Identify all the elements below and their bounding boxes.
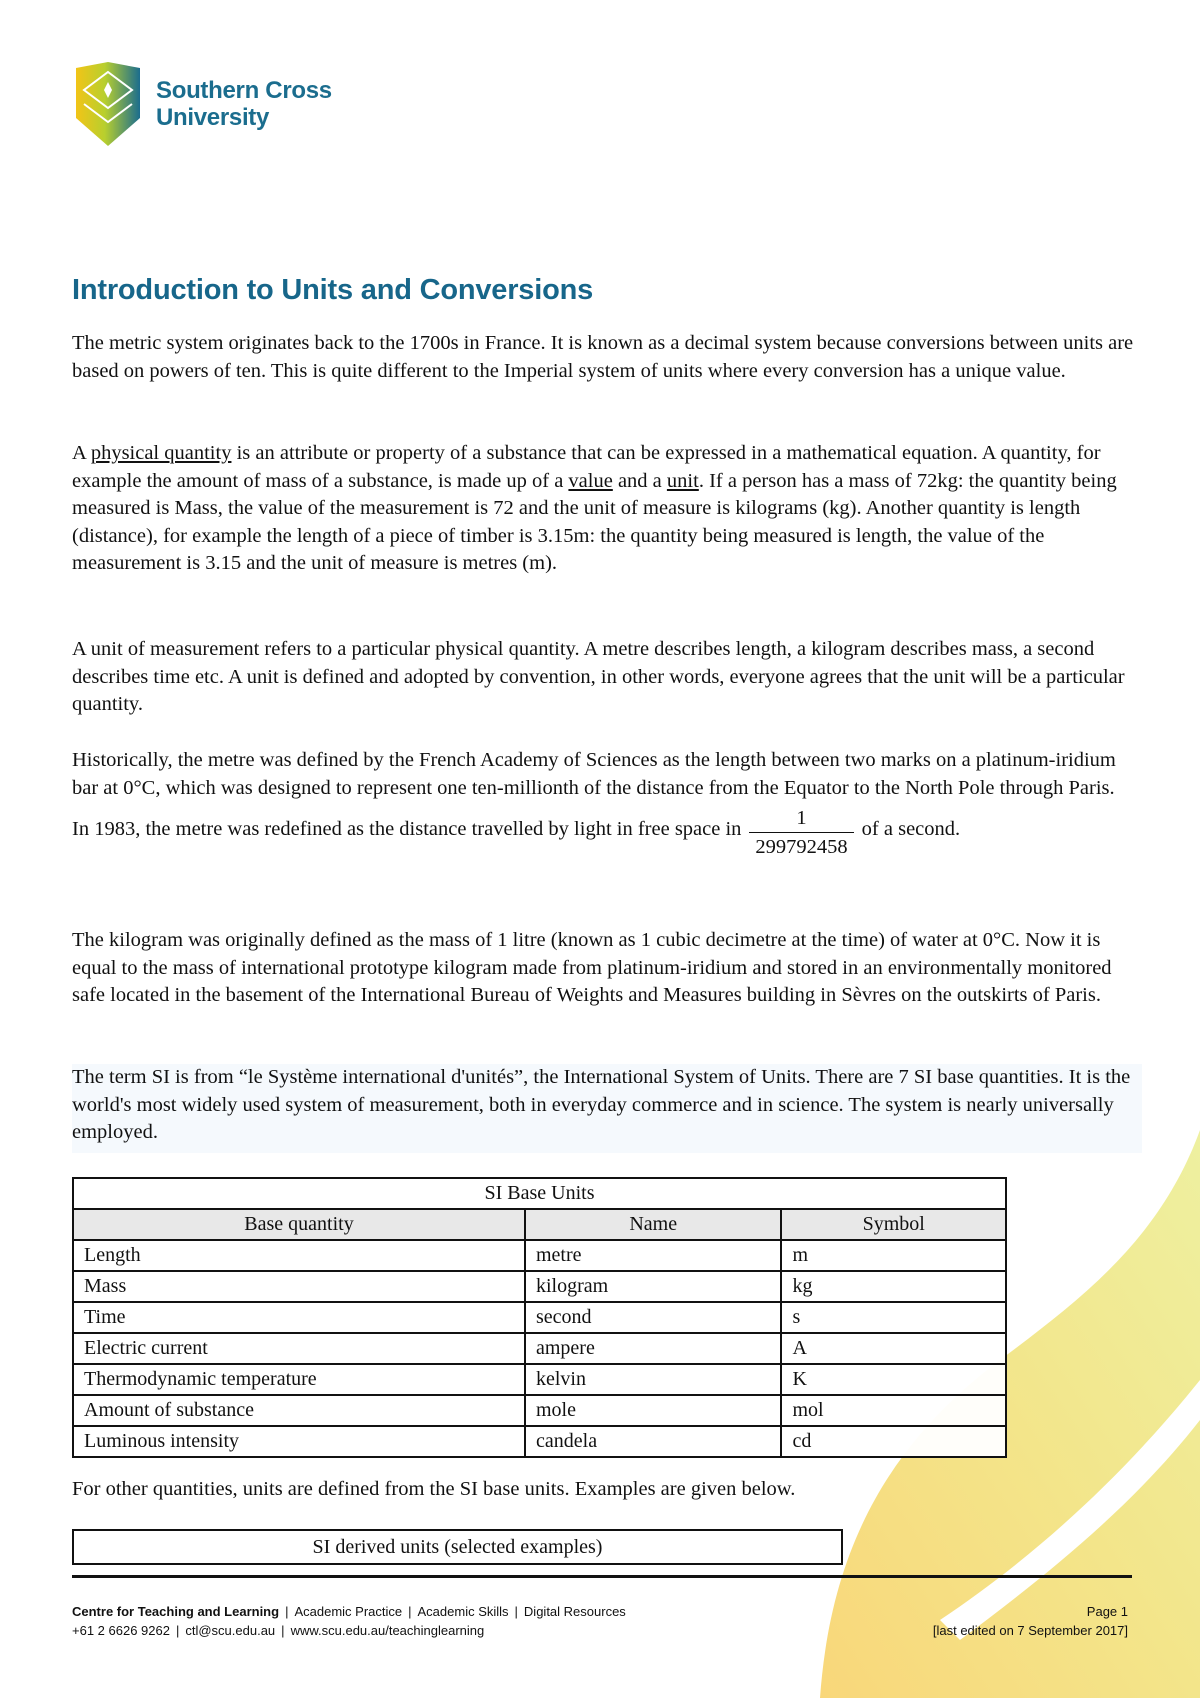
table-row — [73, 1395, 1006, 1426]
table-row — [73, 1364, 1006, 1395]
cell-quantity: Electric current — [73, 1333, 525, 1364]
footer-email-link[interactable]: ctl@scu.edu.au — [185, 1623, 276, 1638]
footer-phone: +61 2 6626 9262 — [72, 1623, 170, 1638]
cell-symbol: A — [781, 1333, 1006, 1364]
cell-symbol: s — [781, 1302, 1006, 1333]
cell-symbol: m — [781, 1240, 1006, 1271]
footer-link-academic-practice[interactable]: Academic Practice — [294, 1604, 403, 1619]
footer-divider — [72, 1575, 1132, 1578]
si-derived-units-table-caption: SI derived units (selected examples) — [72, 1529, 843, 1565]
column-header-symbol: Symbol — [781, 1209, 1006, 1240]
term-physical-quantity: physical quantity — [90, 442, 232, 464]
cell-quantity: Luminous intensity — [73, 1426, 525, 1457]
term-value: value — [568, 469, 613, 492]
footer-page-info — [933, 1602, 1128, 1640]
cell-quantity: Time — [73, 1302, 525, 1333]
table-row — [73, 1302, 1006, 1333]
table-row — [73, 1426, 1006, 1457]
university-logo — [72, 60, 332, 148]
cell-name: kilogram — [525, 1271, 781, 1302]
footer-website-link[interactable]: www.scu.edu.au/teachinglearning — [290, 1623, 485, 1638]
table-row — [73, 1271, 1006, 1302]
table-header-row — [73, 1209, 1006, 1240]
table-caption: SI Base Units — [73, 1178, 1006, 1209]
table-row — [73, 1333, 1006, 1364]
footer-org: Centre for Teaching and Learning — [72, 1604, 280, 1619]
cell-quantity: Thermodynamic temperature — [73, 1364, 525, 1395]
cell-name: metre — [525, 1240, 781, 1271]
cell-symbol: mol — [781, 1395, 1006, 1426]
fraction-speed-of-light: $\frac{1}{299792458}$ — [749, 804, 853, 861]
cell-quantity: Amount of substance — [73, 1395, 525, 1426]
footer-link-digital-resources[interactable]: Digital Resources — [523, 1604, 626, 1619]
page-number: Page 1 — [1086, 1604, 1128, 1619]
cell-name: mole — [525, 1395, 781, 1426]
cell-symbol: kg — [781, 1271, 1006, 1302]
column-header-base-quantity: Base quantity — [73, 1209, 525, 1240]
paragraph-unit-of-measurement: A unit of measurement refers to a particular physical quantity. A metre describes length, a kilogram describes mass, a second describes time etc. A unit is defined and adopted by convention, in other words, everyone agrees that the unit will be a particular quantity. — [72, 638, 1125, 715]
cell-name: ampere — [525, 1333, 781, 1364]
paragraph-kilogram-definition: The kilogram was originally defined as the mass of 1 litre (known as 1 cubic decimetre at the time) of water at 0°C. Now it is equal to the mass of international prototype kilogram made from platinum-iridium and stored in an environmentally monitored safe located in the basement of the International Bureau of Weights and Measures building in Sèvres on the outskirts of Paris. — [72, 929, 1112, 1006]
table-caption-row — [73, 1178, 1006, 1209]
last-edited-date: [last edited on 7 September 2017] — [932, 1623, 1128, 1638]
cell-name: second — [525, 1302, 781, 1333]
logo-line-2: University — [156, 104, 270, 131]
page-title: Introduction to Units and Conversions — [72, 274, 594, 306]
paragraph-si-term: The term SI is from “le Système international d'unités”, the International System of Units. There are 7 SI base quantities. It is the world's most widely used system of measurement, both in everyday commerce and in science. The system is nearly universally employed. — [72, 1064, 1142, 1153]
cell-quantity: Mass — [73, 1271, 525, 1302]
footer-link-academic-skills[interactable]: Academic Skills — [417, 1604, 509, 1619]
scu-shield-icon — [72, 60, 144, 148]
term-unit: unit — [666, 469, 699, 492]
cell-name: candela — [525, 1426, 781, 1457]
paragraph-physical-quantity: A physical quantity is an attribute or property of a substance that can be expressed in a mathematical equation. A quantity, for example the amount of mass of a substance, is made up of a value and a unit. If a person has a mass of 72kg: the quantity being measured is Mass, the value of the measurement is 72 and the unit of measure is kilograms (kg). Another quantity is length (distance), for example the length of a piece of timber is 3.15m: the quantity being measured is length, the value of the measurement is 3.15 and the unit of measure is metres (m). — [72, 442, 1117, 574]
column-header-name: Name — [525, 1209, 781, 1240]
cell-quantity: Length — [73, 1240, 525, 1271]
paragraph-metric-origin: The metric system originates back to the 1700s in France. It is known as a decimal system because conversions between units are based on powers of ten. This is quite different to the Imperial system of units where every conversion has a unique value. — [72, 332, 1134, 382]
cell-symbol: K — [781, 1364, 1006, 1395]
footer-line-1: Centre for Teaching and Learning | Academic Practice | Academic Skills | Digital Resources — [72, 1604, 626, 1619]
si-base-units-table — [72, 1177, 1007, 1458]
paragraph-metre-history: Historically, the metre was defined by the French Academy of Sciences as the length between two marks on a platinum-iridium bar at 0°C, which was designed to represent one ten-millionth of the distance from the Equator to the North Pole through Paris. In 1983, the metre was redefined as the distance travelled by light in free space in $\frac{1}{299792458}$ of a second. — [72, 747, 1134, 859]
footer-contact — [72, 1602, 626, 1640]
logo-line-1: Southern Cross — [156, 77, 332, 104]
university-name — [156, 77, 332, 131]
cell-name: kelvin — [525, 1364, 781, 1395]
table-row — [73, 1240, 1006, 1271]
footer-line-2: +61 2 6626 9262 | ctl@scu.edu.au | www.scu.edu.au/teachinglearning — [72, 1623, 485, 1638]
cell-symbol: cd — [781, 1426, 1006, 1457]
paragraph-derived-intro: For other quantities, units are defined from the SI base units. Examples are given below. — [72, 1478, 796, 1500]
